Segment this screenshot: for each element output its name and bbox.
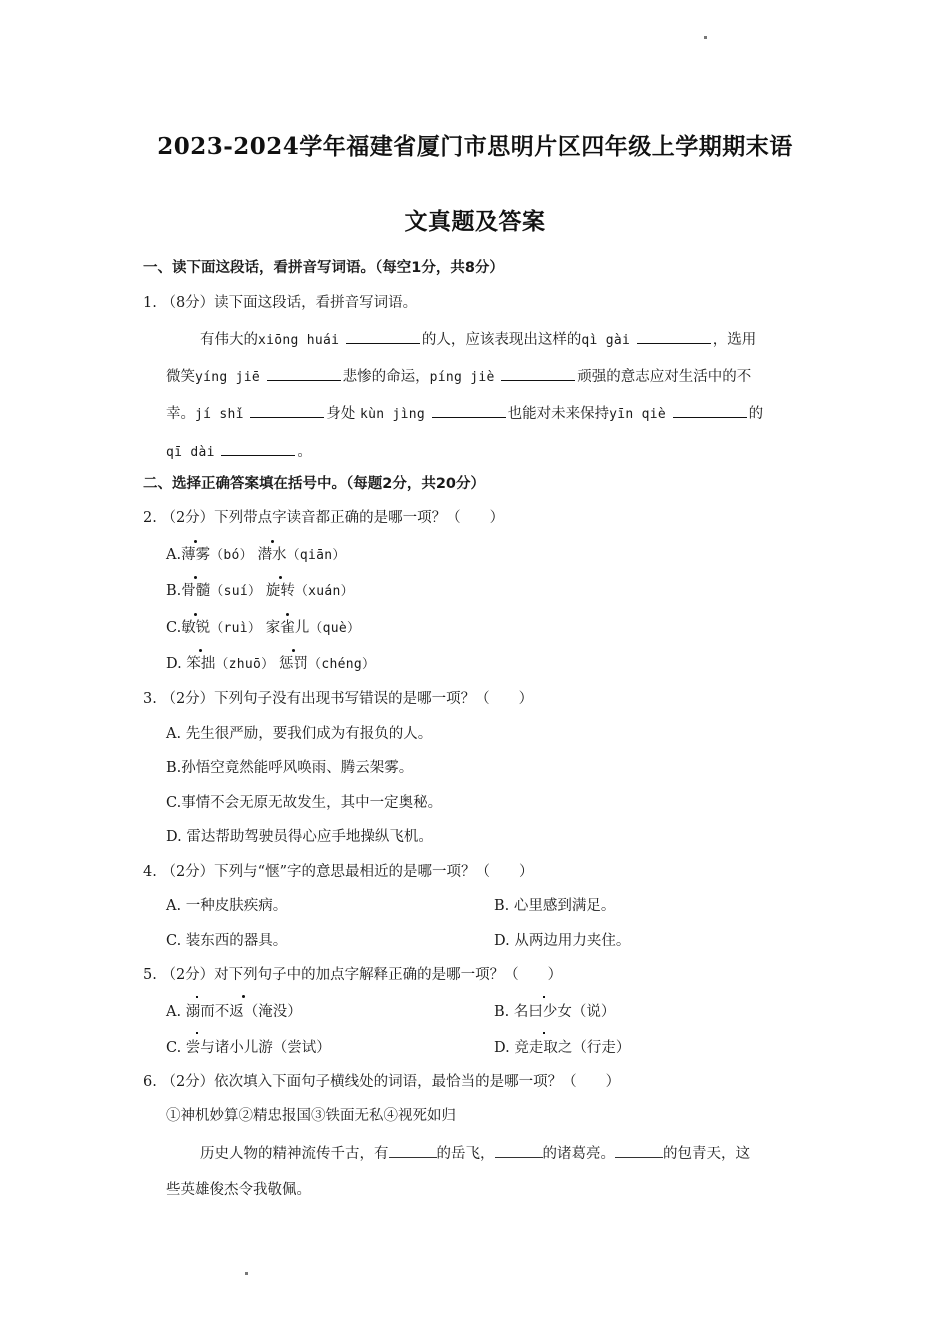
option-label: B. [494, 1004, 510, 1020]
pinyin: xiōng huái [258, 333, 340, 348]
pinyin: （xuán） [294, 584, 354, 599]
dotted-word: 薄雾 [181, 547, 211, 563]
dotted-word: 潜水 [257, 547, 287, 563]
dotted-word: 骨髓 [181, 583, 211, 599]
option-4c[interactable] [166, 931, 287, 951]
question-text: （2分）下列句子没有出现书写错误的是哪一项？（ ） [161, 691, 534, 707]
option-4a[interactable] [166, 896, 287, 916]
option-label: C. [166, 1040, 182, 1056]
option-label: A. [166, 1004, 182, 1020]
option-label: D. [166, 829, 182, 845]
question-5-stem [143, 965, 562, 985]
option-2d[interactable] [166, 654, 375, 675]
page-mark-top [704, 36, 707, 39]
question-number: 2. [143, 510, 157, 526]
option-label: C. [166, 933, 182, 949]
pinyin: （bó） [210, 548, 253, 563]
question-text: （2分）对下列句子中的加点字解释正确的是哪一项？（ ） [161, 967, 563, 983]
pinyin: （chéng） [308, 657, 376, 672]
passage-text: 也能对未来保持 [507, 406, 610, 422]
passage-text: 的包青天，这 [663, 1146, 750, 1162]
pinyin: píng jiè [429, 370, 495, 385]
fill-blank[interactable] [615, 1142, 663, 1158]
emphasis-dot [196, 996, 198, 998]
answer-blank[interactable] [250, 402, 324, 418]
answer-blank[interactable] [432, 402, 506, 418]
pinyin: qī dài [166, 445, 215, 460]
section-heading-1: 一、读下面这段话，看拼音写词语。（每空1分，共8分） [143, 260, 504, 276]
passage-line-3 [166, 402, 763, 425]
option-5a[interactable] [166, 1002, 302, 1022]
dotted-word: 惩罚 [279, 656, 309, 672]
option-5d[interactable] [494, 1038, 630, 1058]
option-4d[interactable] [494, 931, 630, 951]
answer-blank[interactable] [221, 440, 295, 456]
option-label: B. [494, 898, 510, 914]
passage-text: 的人，应该表现出这样的 [421, 332, 582, 348]
question-number: 3. [143, 691, 157, 707]
option-text: 竞走取之（行走） [514, 1040, 631, 1056]
option-label: A. [166, 898, 182, 914]
emphasis-dot [543, 1032, 545, 1034]
passage-text: 微笑 [166, 369, 195, 385]
document-title-line1: 2023-2024学年福建省厦门市思明片区四年级上学期期末语 [157, 133, 793, 160]
passage-line-4 [166, 440, 312, 463]
question-6-passage-line2: 些英雄俊杰令我敬佩。 [166, 1182, 311, 1198]
passage-text: 身处 [326, 406, 356, 422]
option-text: 孙悟空竟然能呼风唤雨、腾云架雾。 [181, 760, 414, 776]
pinyin: （suí） [210, 584, 262, 599]
question-2-stem [143, 508, 504, 528]
pinyin: qì gài [581, 333, 631, 348]
passage-text: 的岳飞， [436, 1146, 495, 1162]
page-mark-bottom [245, 1272, 248, 1275]
passage-text: 顽强的意志应对生活中的不 [577, 369, 752, 385]
pinyin: （zhuō） [215, 657, 275, 672]
pinyin: （què） [309, 621, 361, 636]
question-6-choices: ①神机妙算②精忠报国③铁面无私④视死如归 [166, 1108, 456, 1124]
passage-text: 的 [748, 406, 764, 422]
passage-text: 。 [297, 444, 312, 460]
question-number: 4. [143, 864, 157, 880]
option-5c[interactable] [166, 1038, 331, 1058]
passage-line-1 [200, 328, 756, 351]
option-3c[interactable] [166, 793, 442, 813]
option-3b[interactable] [166, 758, 413, 778]
question-text: （2分）依次填入下面句子横线处的词语，最恰当的是哪一项？（ ） [161, 1074, 621, 1090]
answer-blank[interactable] [346, 328, 420, 344]
question-6-stem [143, 1072, 620, 1092]
answer-blank[interactable] [673, 402, 747, 418]
option-label: B. [166, 760, 182, 776]
option-2c[interactable] [166, 618, 360, 639]
passage-text: 的诸葛亮。 [542, 1146, 615, 1162]
pinyin: （ruì） [210, 621, 262, 636]
pinyin: （qiān） [286, 548, 346, 563]
question-text: （8分）读下面这段话，看拼音写词语。 [161, 295, 418, 311]
option-text: 尝与诸小儿游（尝试） [185, 1040, 331, 1056]
answer-blank[interactable] [637, 328, 711, 344]
option-label: C. [166, 620, 182, 636]
question-text: （2分）下列带点字读音都正确的是哪一项？（ ） [161, 510, 505, 526]
option-label: C. [166, 795, 182, 811]
fill-blank[interactable] [389, 1142, 437, 1158]
option-4b[interactable] [494, 896, 615, 916]
option-label: A. [166, 547, 182, 563]
question-number: 6. [143, 1074, 157, 1090]
question-6-passage-line1 [200, 1142, 750, 1164]
section-heading-2: 二、选择正确答案填在括号中。（每题2分，共20分） [143, 476, 486, 492]
option-text: 心里感到满足。 [513, 898, 616, 914]
dotted-word: 家雀儿 [265, 620, 310, 636]
pinyin: yíng jiē [195, 370, 261, 385]
option-label: D. [494, 933, 510, 949]
option-label: A. [166, 726, 182, 742]
fill-blank[interactable] [495, 1142, 543, 1158]
option-text: 一种皮肤疾病。 [185, 898, 288, 914]
emphasis-dot [196, 1032, 198, 1034]
question-number: 5. [143, 967, 157, 983]
passage-line-2 [166, 365, 751, 388]
passage-text: 悲惨的命运， [342, 369, 430, 385]
passage-text: 历史人物的精神流传千古，有 [200, 1146, 389, 1162]
option-2b[interactable] [166, 581, 354, 602]
option-text: 从两边用力夹住。 [514, 933, 631, 949]
dotted-word: 旋转 [265, 583, 295, 599]
pinyin: kùn jìng [359, 407, 425, 422]
pinyin: jí shǐ [195, 407, 244, 422]
option-text: 先生很严励，要我们成为有报负的人。 [185, 726, 433, 742]
answer-blank[interactable] [267, 365, 341, 381]
dotted-text: 溺而不返（淹没） [185, 1004, 302, 1020]
answer-blank[interactable] [501, 365, 575, 381]
document-title-line2: 文真题及答案 [404, 208, 546, 235]
option-label: B. [166, 583, 182, 599]
option-label: D. [166, 656, 182, 672]
question-1-stem [143, 293, 417, 313]
option-text: 雷达帮助驾驶员得心应手地操纵飞机。 [186, 829, 433, 845]
option-text: 事情不会无原无故发生，其中一定奥秘。 [181, 795, 443, 811]
question-3-stem [143, 689, 533, 709]
passage-text: ，选用 [712, 332, 757, 348]
option-5b[interactable] [494, 1002, 615, 1022]
passage-text: 有伟大的 [200, 332, 258, 348]
question-text: （2分）下列与“惬”字的意思最相近的是哪一项？（ ） [161, 864, 534, 880]
pinyin: yīn qiè [609, 407, 666, 422]
option-label: D. [494, 1040, 510, 1056]
option-text: 装东西的器具。 [185, 933, 288, 949]
emphasis-dot [543, 996, 545, 998]
question-number: 1. [143, 295, 157, 311]
dotted-word: 笨拙 [186, 656, 216, 672]
option-3a[interactable] [166, 724, 432, 744]
option-2a[interactable] [166, 545, 346, 566]
option-3d[interactable] [166, 827, 433, 847]
dotted-word: 敏锐 [181, 620, 211, 636]
question-4-stem [143, 862, 534, 882]
option-text: 名曰少女（说） [513, 1004, 616, 1020]
passage-text: 幸。 [166, 406, 195, 422]
